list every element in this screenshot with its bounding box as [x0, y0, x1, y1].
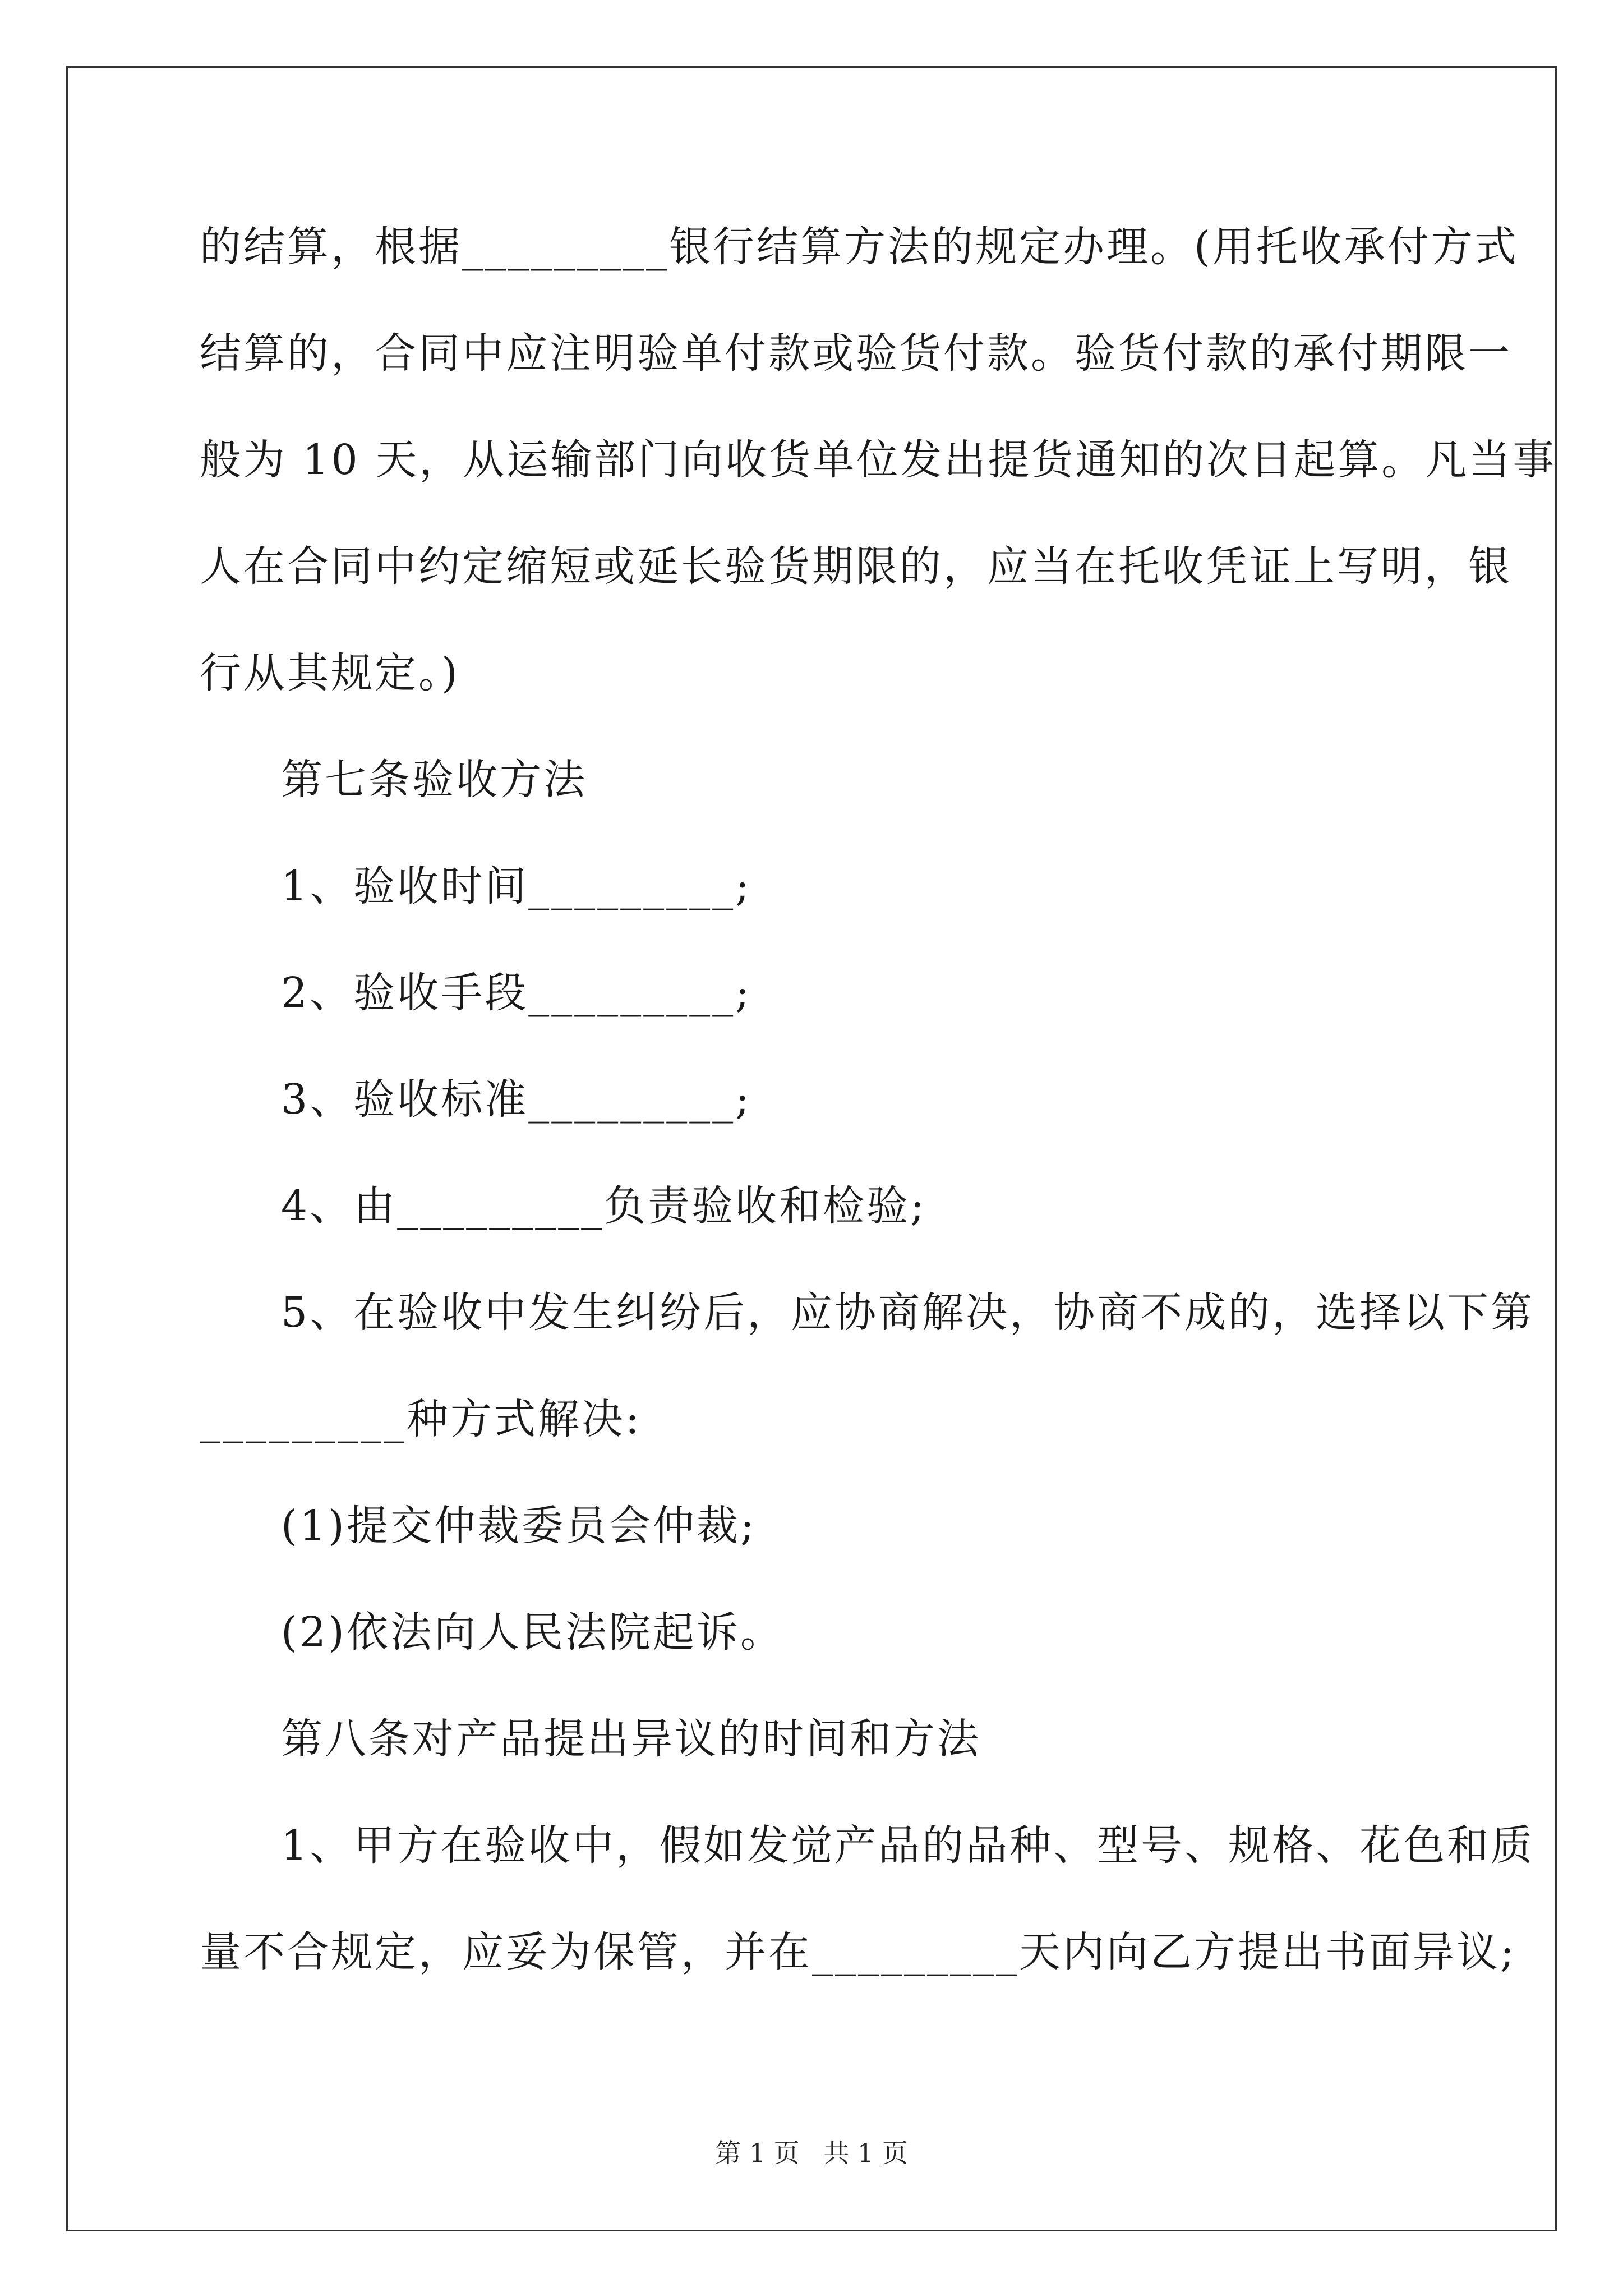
list-item-inspection-means: 2、验收手段_________;	[281, 969, 752, 1017]
list-item-inspection-standard: 3、验收标准_________;	[281, 1075, 752, 1124]
page-footer	[0, 2136, 1623, 2170]
body-line-5: 行从其规定。)	[200, 649, 460, 697]
page-total: 共 1 页	[823, 2138, 908, 2168]
sub-item-arbitration: (1)提交仲裁委员会仲裁;	[281, 1502, 757, 1550]
body-line-1: 的结算，根据_________银行结算方法的规定办理。(用托收承付方式	[200, 223, 1519, 271]
body-line-2: 结算的，合同中应注明验单付款或验货付款。验货付款的承付期限一	[200, 329, 1512, 378]
body-line-3: 般为 10 天，从运输部门向收货单位发出提货通知的次日起算。凡当事	[200, 436, 1557, 484]
list-item-inspection-time: 1、验收时间_________;	[281, 862, 752, 910]
page-number: 第 1 页	[715, 2138, 800, 2168]
body-line-4: 人在合同中约定缩短或延长验货期限的，应当在托收凭证上写明，银	[200, 542, 1512, 591]
page-border	[66, 66, 1557, 2231]
sub-item-litigation: (2)依法向人民法院起诉。	[281, 1608, 784, 1657]
section-heading-article-7: 第七条验收方法	[281, 756, 587, 804]
list-item-objection-continued: 量不合规定，应妥为保管，并在_________天内向乙方提出书面异议;	[200, 1928, 1516, 1976]
list-item-dispute-continued: _________种方式解决:	[200, 1395, 642, 1443]
section-heading-article-8: 第八条对产品提出异议的时间和方法	[281, 1715, 981, 1763]
list-item-objection: 1、甲方在验收中，假如发觉产品的品种、型号、规格、花色和质	[281, 1821, 1535, 1870]
list-item-inspection-party: 4、由_________负责验收和检验;	[281, 1182, 927, 1230]
list-item-dispute: 5、在验收中发生纠纷后，应协商解决，协商不成的，选择以下第	[281, 1289, 1535, 1337]
